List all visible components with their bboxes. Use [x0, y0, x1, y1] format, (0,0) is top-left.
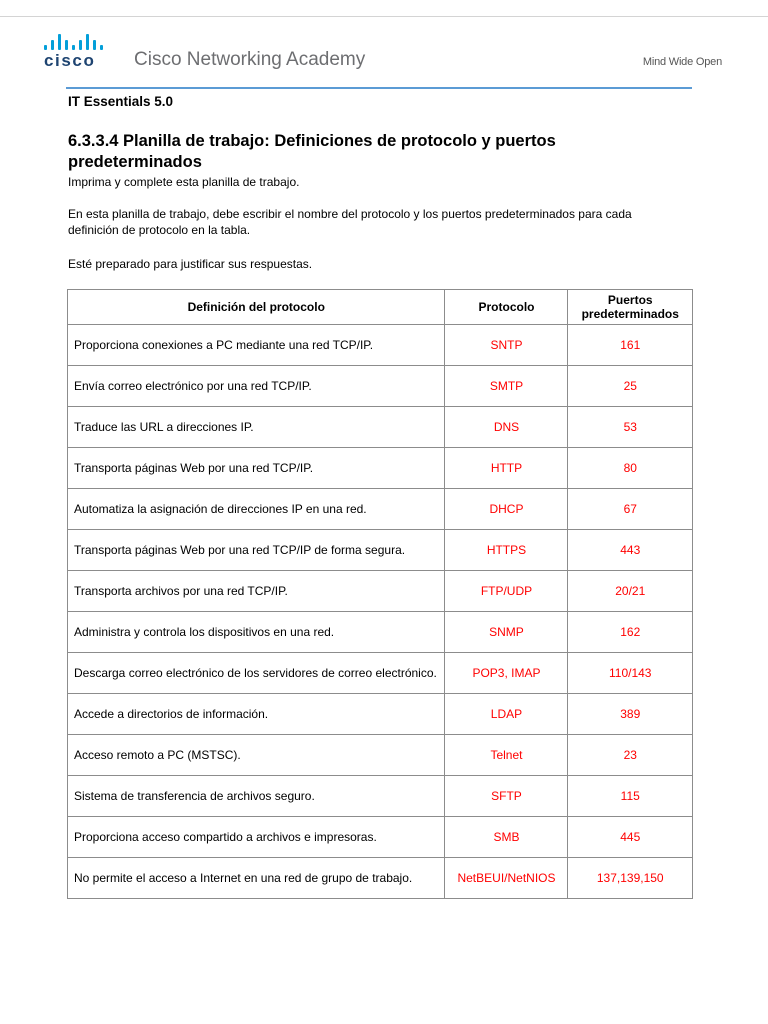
- table-body: [68, 325, 693, 899]
- definition-cell: Transporta páginas Web por una red TCP/IP.: [68, 448, 445, 489]
- definition-cell: Transporta archivos por una red TCP/IP.: [68, 571, 445, 612]
- protocol-cell: SNMP: [445, 612, 568, 653]
- header-definition: Definición del protocolo: [68, 290, 445, 325]
- protocol-cell: Telnet: [445, 735, 568, 776]
- cisco-wordmark: cisco: [44, 51, 96, 70]
- protocol-cell: POP3, IMAP: [445, 653, 568, 694]
- table-row: [68, 571, 693, 612]
- protocol-cell: HTTP: [445, 448, 568, 489]
- protocol-cell: HTTPS: [445, 530, 568, 571]
- intro-text: Imprima y complete esta planilla de trabajo.: [68, 175, 300, 189]
- table-row: [68, 735, 693, 776]
- ports-cell: 80: [568, 448, 693, 489]
- product-name: Cisco Networking Academy: [134, 49, 366, 70]
- ports-cell: 389: [568, 694, 693, 735]
- definition-cell: Automatiza la asignación de direcciones IP en una red.: [68, 489, 445, 530]
- ports-cell: 20/21: [568, 571, 693, 612]
- ports-cell: 443: [568, 530, 693, 571]
- definition-cell: No permite el acceso a Internet en una red de grupo de trabajo.: [68, 858, 445, 899]
- cisco-logo: [44, 30, 124, 74]
- definition-cell: Proporciona acceso compartido a archivos e impresoras.: [68, 817, 445, 858]
- definition-cell: Proporciona conexiones a PC mediante una red TCP/IP.: [68, 325, 445, 366]
- header-protocol: Protocolo: [445, 290, 568, 325]
- ports-cell: 67: [568, 489, 693, 530]
- table-row: [68, 694, 693, 735]
- table-row: [68, 653, 693, 694]
- ports-cell: 110/143: [568, 653, 693, 694]
- ports-cell: 445: [568, 817, 693, 858]
- table-row: [68, 776, 693, 817]
- definition-cell: Descarga correo electrónico de los servidores de correo electrónico.: [68, 653, 445, 694]
- protocol-table: [67, 289, 693, 899]
- instructions-text: En esta planilla de trabajo, debe escribir el nombre del protocolo y los puertos predeterminados para cada definición de protocolo en la tabla.: [68, 207, 632, 237]
- tagline: Mind Wide Open: [642, 56, 722, 68]
- header-ports: Puertos predeterminados: [568, 290, 693, 325]
- protocol-cell: FTP/UDP: [445, 571, 568, 612]
- definition-cell: Administra y controla los dispositivos en una red.: [68, 612, 445, 653]
- table-row: [68, 817, 693, 858]
- table-row: [68, 366, 693, 407]
- ports-cell: 23: [568, 735, 693, 776]
- top-divider: [0, 16, 768, 17]
- table-header-row: [68, 290, 693, 325]
- definition-cell: Transporta páginas Web por una red TCP/IP de forma segura.: [68, 530, 445, 571]
- ports-cell: 53: [568, 407, 693, 448]
- table-row: [68, 407, 693, 448]
- page-header: [0, 26, 768, 86]
- course-name: IT Essentials 5.0: [68, 94, 174, 109]
- definition-cell: Traduce las URL a direcciones IP.: [68, 407, 445, 448]
- table-row: [68, 858, 693, 899]
- definition-cell: Sistema de transferencia de archivos seguro.: [68, 776, 445, 817]
- protocol-cell: NetBEUI/NetNIOS: [445, 858, 568, 899]
- ports-cell: 115: [568, 776, 693, 817]
- table-row: [68, 448, 693, 489]
- header-divider: [66, 87, 692, 89]
- protocol-cell: DNS: [445, 407, 568, 448]
- definition-cell: Accede a directorios de información.: [68, 694, 445, 735]
- protocol-cell: SMTP: [445, 366, 568, 407]
- definition-cell: Acceso remoto a PC (MSTSC).: [68, 735, 445, 776]
- ports-cell: 25: [568, 366, 693, 407]
- ports-cell: 161: [568, 325, 693, 366]
- page-title: 6.3.3.4 Planilla de trabajo: Definiciones de protocolo y puertos predeterminados: [68, 132, 556, 171]
- protocol-cell: DHCP: [445, 489, 568, 530]
- table-row: [68, 489, 693, 530]
- protocol-cell: SFTP: [445, 776, 568, 817]
- cisco-bars-icon: [44, 30, 114, 50]
- table-row: [68, 612, 693, 653]
- justify-text: Esté preparado para justificar sus respuestas.: [68, 257, 313, 271]
- protocol-cell: SMB: [445, 817, 568, 858]
- definition-cell: Envía correo electrónico por una red TCP/IP.: [68, 366, 445, 407]
- table-row: [68, 325, 693, 366]
- ports-cell: 162: [568, 612, 693, 653]
- ports-cell: 137,139,150: [568, 858, 693, 899]
- protocol-cell: LDAP: [445, 694, 568, 735]
- protocol-cell: SNTP: [445, 325, 568, 366]
- table-row: [68, 530, 693, 571]
